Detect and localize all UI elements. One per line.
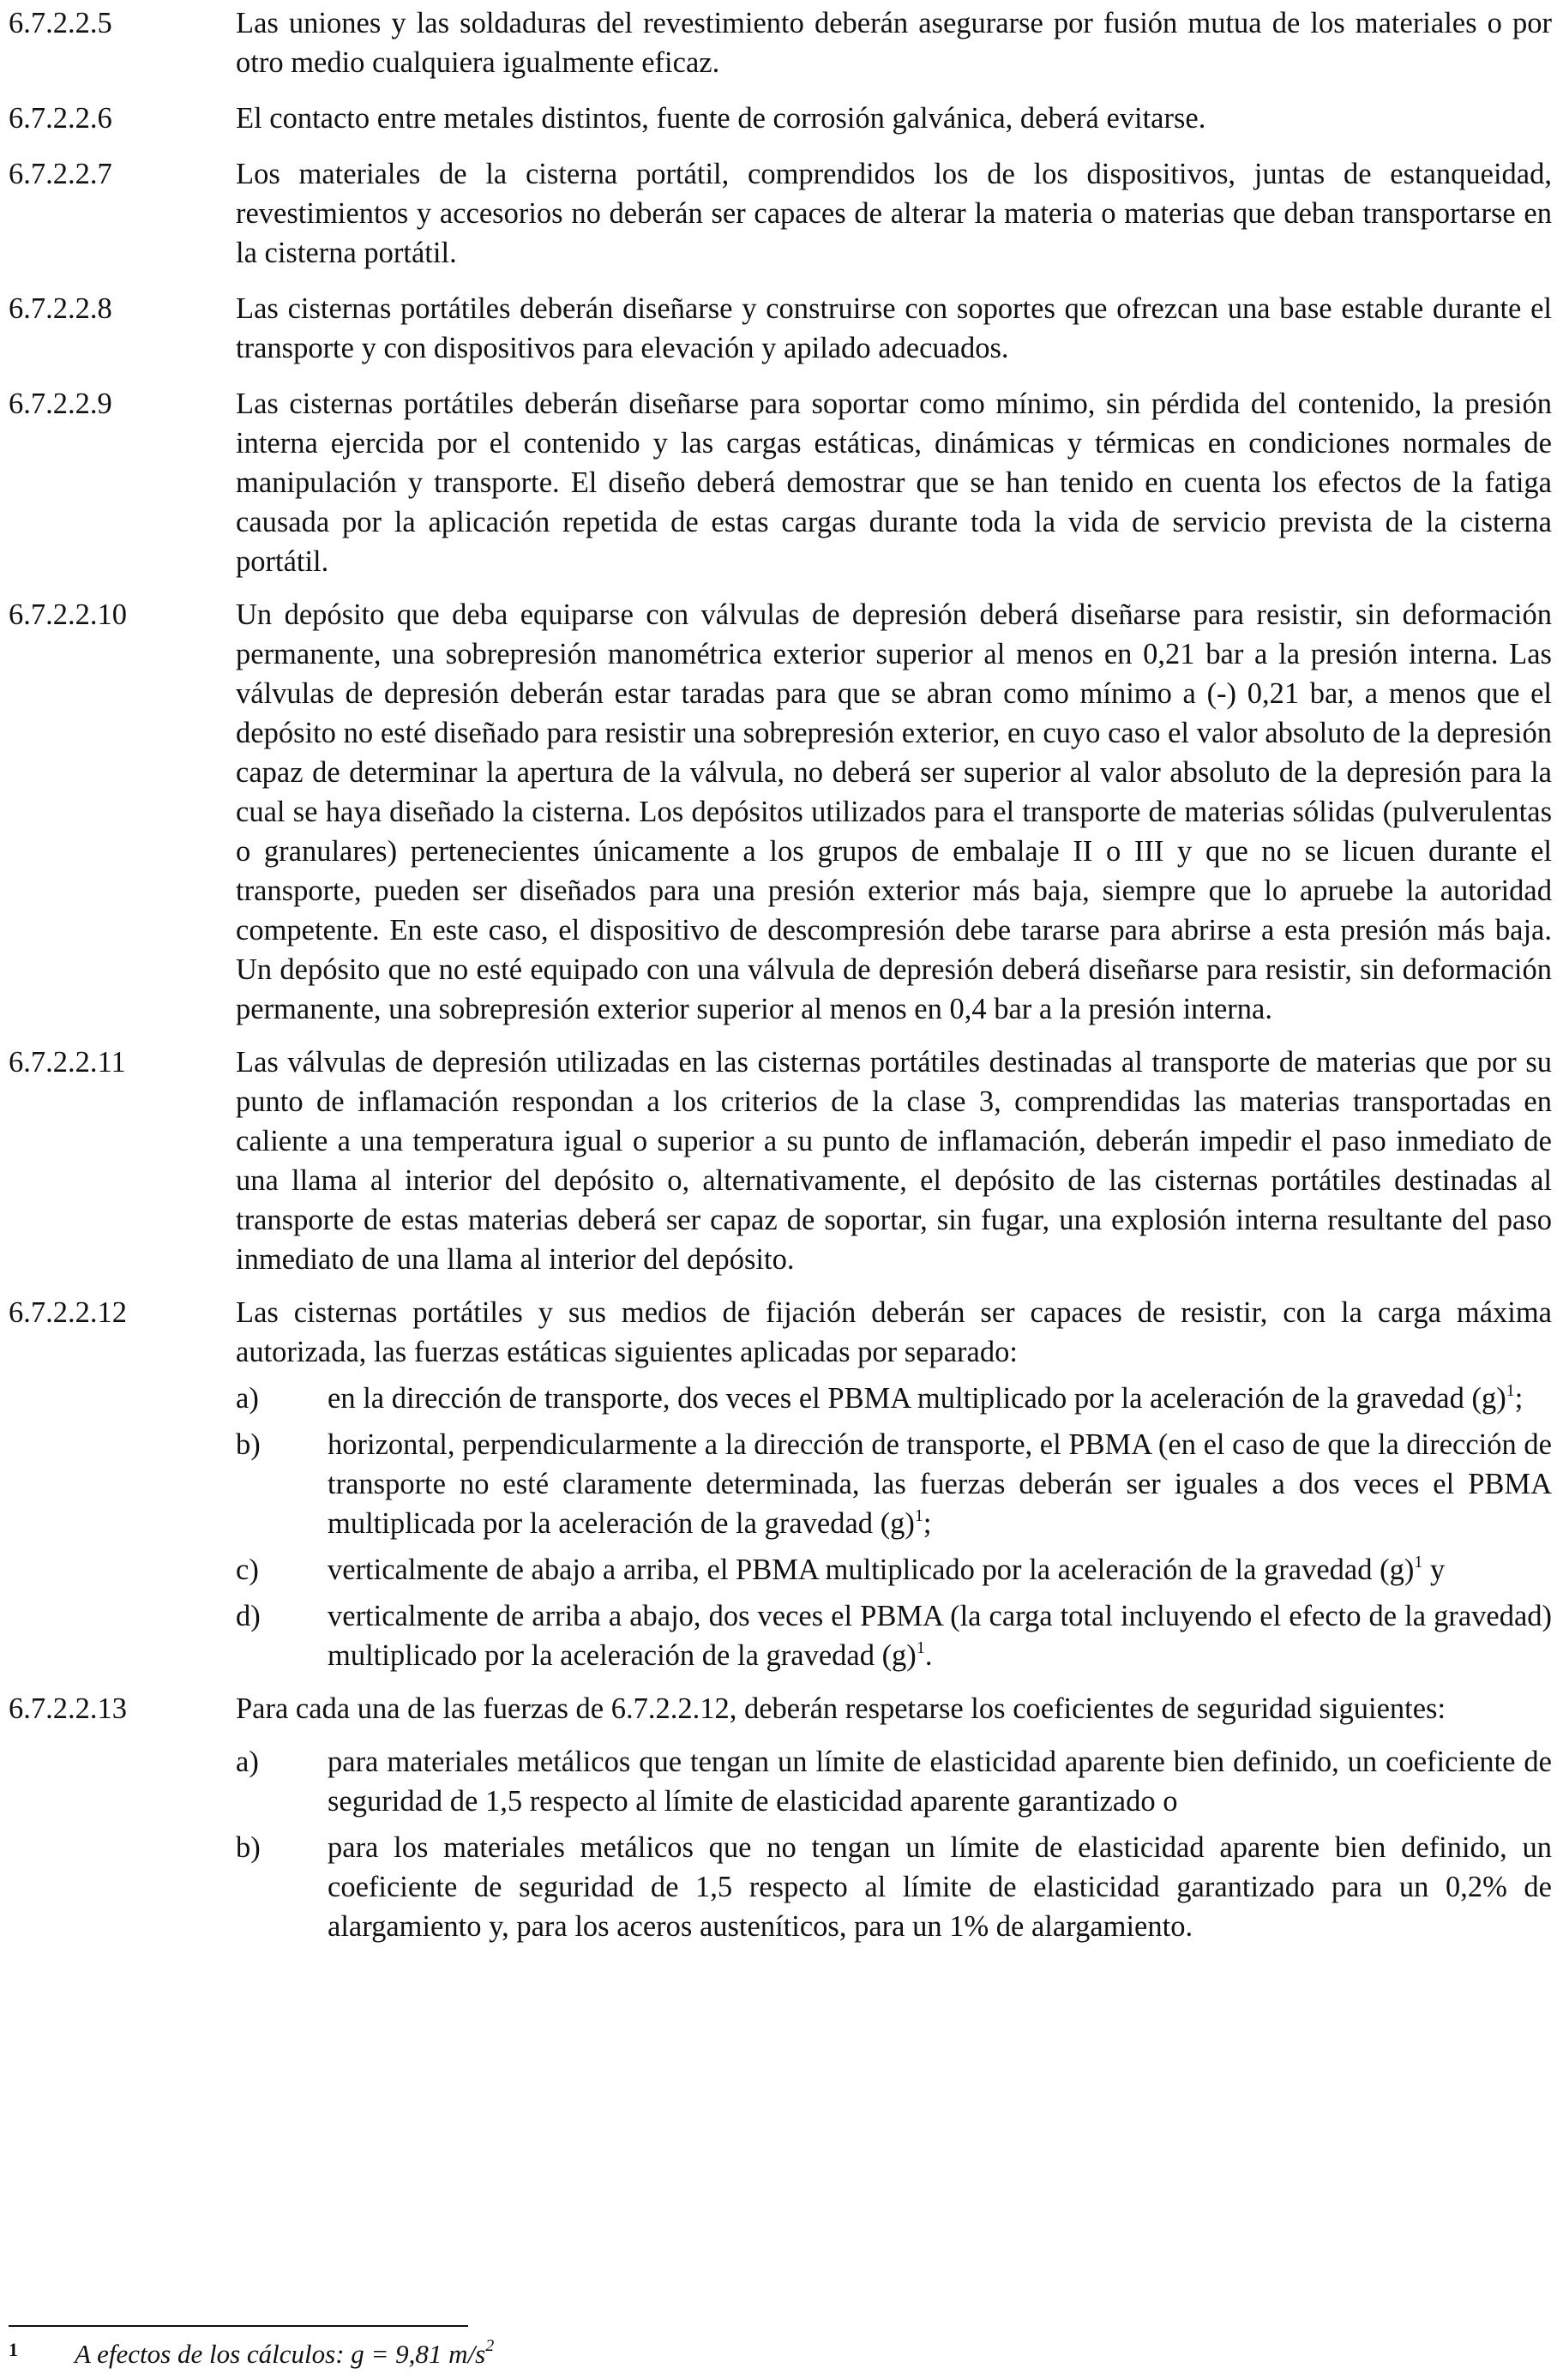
list-item-text: para los materiales metálicos que no tengan un límite de elasticidad aparente bien definido, un coeficiente de seguridad de 1,5 respecto al límite de elasticidad garantizado para un 0,2% de alargamiento y, para los aceros austeníticos, para un 1% de alargamiento. (328, 1831, 1552, 1943)
list-item (236, 1596, 1552, 1675)
section-text: El contacto entre metales distintos, fuente de corrosión galvánica, deberá evitarse. (236, 102, 1206, 135)
list-item (236, 1550, 1552, 1590)
list-item (236, 1828, 1552, 1946)
list-item-label: d) (236, 1600, 261, 1632)
section-6-7-2-2-11 (9, 1043, 1552, 1279)
footnote-reference: 1 (916, 1638, 925, 1657)
section-6-7-2-2-13-items (236, 1742, 1552, 1946)
section-6-7-2-2-12-items (236, 1379, 1552, 1675)
list-item-text: en la dirección de transporte, dos veces el PBMA multiplicado por la aceleración de la gravedad $(g)^1$; (328, 1381, 1524, 1415)
section-text: Las cisternas portátiles y sus medios de fijación deberán ser capaces de resistir, con la carga máxima autorizada, las fuerzas estáticas siguientes aplicadas por separado: (236, 1296, 1552, 1368)
section-number: 6.7.2.2.13 (9, 1692, 127, 1725)
section-text: Las cisternas portátiles deberán diseñarse para soportar como mínimo, sin pérdida del contenido, la presión interna ejercida por el contenido y las cargas estáticas, dinámicas y térmicas en condiciones normales de manipulación y transporte. El diseño deberá demostrar que se han tenido en cuenta los efectos de la fatiga causada por la aplicación repetida de estas cargas durante toda la vida de servicio prevista de la cisterna portátil. (236, 388, 1552, 578)
list-item-label: c) (236, 1554, 259, 1586)
list-item-text: verticalmente de arriba a abajo, dos veces el PBMA (la carga total incluyendo el efecto de la gravedad) multiplicado por la aceleración de la gravedad $(g)^1$. (328, 1600, 1552, 1672)
footnote-reference: 1 (1414, 1553, 1423, 1572)
footnote-text: A efectos de los cálculos: g = 9,81 $m/s^2$ (75, 2336, 495, 2369)
section-text: Las uniones y las soldaduras del revestimiento deberán asegurarse por fusión mutua de los materiales o por otro medio cualquiera igualmente eficaz. (236, 7, 1552, 79)
section-text: Las cisternas portátiles deberán diseñarse y construirse con soportes que ofrezcan una base estable durante el transporte y con dispositivos para elevación y apilado adecuados. (236, 292, 1552, 364)
section-text: Un depósito que deba equiparse con válvulas de depresión deberá diseñarse para resistir, sin deformación permanente, una sobrepresión manométrica exterior superior al menos en 0,21 bar a la presión interna. Las válvulas de depresión deberán estar taradas para que se abran como mínimo a (-) 0,21 bar, a menos que el depósito no esté diseñado para resistir una sobrepresión exterior, en cuyo caso el valor absoluto de la depresión capaz de determinar la apertura de la válvula, no deberá ser superior al valor absoluto de la depresión para la cual se haya diseñado la cisterna. Los depósitos utilizados para el transporte de materias sólidas (pulverulentas o granulares) pertenecientes únicamente a los grupos de embalaje II o III y que no se licuen durante el transporte, pueden ser diseñados para una presión exterior más baja, siempre que lo apruebe la autoridad competente. En este caso, el dispositivo de descompresión debe tararse para abrirse a esta presión más baja. Un depósito que no esté equipado con una válvula de depresión deberá diseñarse para resistir, sin deformación permanente, una sobrepresión exterior superior al menos en 0,4 bar a la presión interna. (236, 598, 1552, 1025)
list-item-label: b) (236, 1428, 261, 1461)
footnote-reference: 1 (1506, 1381, 1515, 1400)
section-number: 6.7.2.2.8 (9, 292, 112, 325)
footnote-number: 1 (9, 2339, 18, 2360)
footnote-superscript: 2 (485, 2336, 495, 2355)
footnote-reference: 1 (914, 1506, 923, 1525)
section-6-7-2-2-12 (9, 1293, 1552, 1372)
section-number: 6.7.2.2.7 (9, 158, 112, 190)
section-number: 6.7.2.2.6 (9, 102, 112, 135)
list-item-text: para materiales metálicos que tengan un límite de elasticidad aparente bien definido, un coeficiente de seguridad de 1,5 respecto al límite de elasticidad aparente garantizado o (328, 1746, 1552, 1818)
list-item-label: a) (236, 1746, 259, 1778)
section-number: 6.7.2.2.9 (9, 388, 112, 420)
section-6-7-2-2-6 (9, 99, 1552, 138)
list-item-label: a) (236, 1382, 259, 1415)
section-6-7-2-2-13 (9, 1689, 1552, 1728)
list-item-label: b) (236, 1831, 261, 1864)
section-6-7-2-2-9 (9, 384, 1552, 581)
list-item (236, 1379, 1552, 1418)
section-text: Para cada una de las fuerzas de 6.7.2.2.12, deberán respetarse los coeficientes de seguridad siguientes: (236, 1692, 1446, 1725)
footnote-separator (9, 2325, 468, 2327)
section-6-7-2-2-5 (9, 3, 1552, 82)
section-number: 6.7.2.2.11 (9, 1046, 126, 1079)
list-item-text: verticalmente de abajo a arriba, el PBMA multiplicado por la aceleración de la gravedad $(g)^1$ y (328, 1553, 1446, 1586)
document-body (9, 3, 1552, 1946)
section-number: 6.7.2.2.5 (9, 7, 112, 39)
section-text: Los materiales de la cisterna portátil, comprendidos los de los dispositivos, juntas de estanqueidad, revestimientos y accesorios no deberán ser capaces de alterar la materia o materias que deban transportarse en la cisterna portátil. (236, 158, 1552, 269)
list-item-text: horizontal, perpendicularmente a la dirección de transporte, el PBMA (en el caso de que la dirección de transporte no esté claramente determinada, las fuerzas deberán ser iguales a dos veces el PBMA multiplicada por la aceleración de la gravedad $(g)^1$; (328, 1428, 1552, 1540)
section-6-7-2-2-8 (9, 289, 1552, 368)
section-6-7-2-2-10 (9, 595, 1552, 1029)
section-number: 6.7.2.2.12 (9, 1296, 127, 1329)
section-number: 6.7.2.2.10 (9, 598, 127, 631)
footnote (9, 2337, 494, 2371)
section-6-7-2-2-7 (9, 154, 1552, 273)
list-item (236, 1742, 1552, 1821)
list-item (236, 1425, 1552, 1543)
section-text: Las válvulas de depresión utilizadas en las cisternas portátiles destinadas al transporte de materias que por su punto de inflamación respondan a los criterios de la clase 3, comprendidas las materias transportadas en caliente a una temperatura igual o superior a su punto de inflamación, deberán impedir el paso inmediato de una llama al interior del depósito o, alternativamente, el depósito de las cisternas portátiles destinadas al transporte de estas materias deberá ser capaz de soportar, sin fugar, una explosión interna resultante del paso inmediato de una llama al interior del depósito. (236, 1046, 1552, 1276)
